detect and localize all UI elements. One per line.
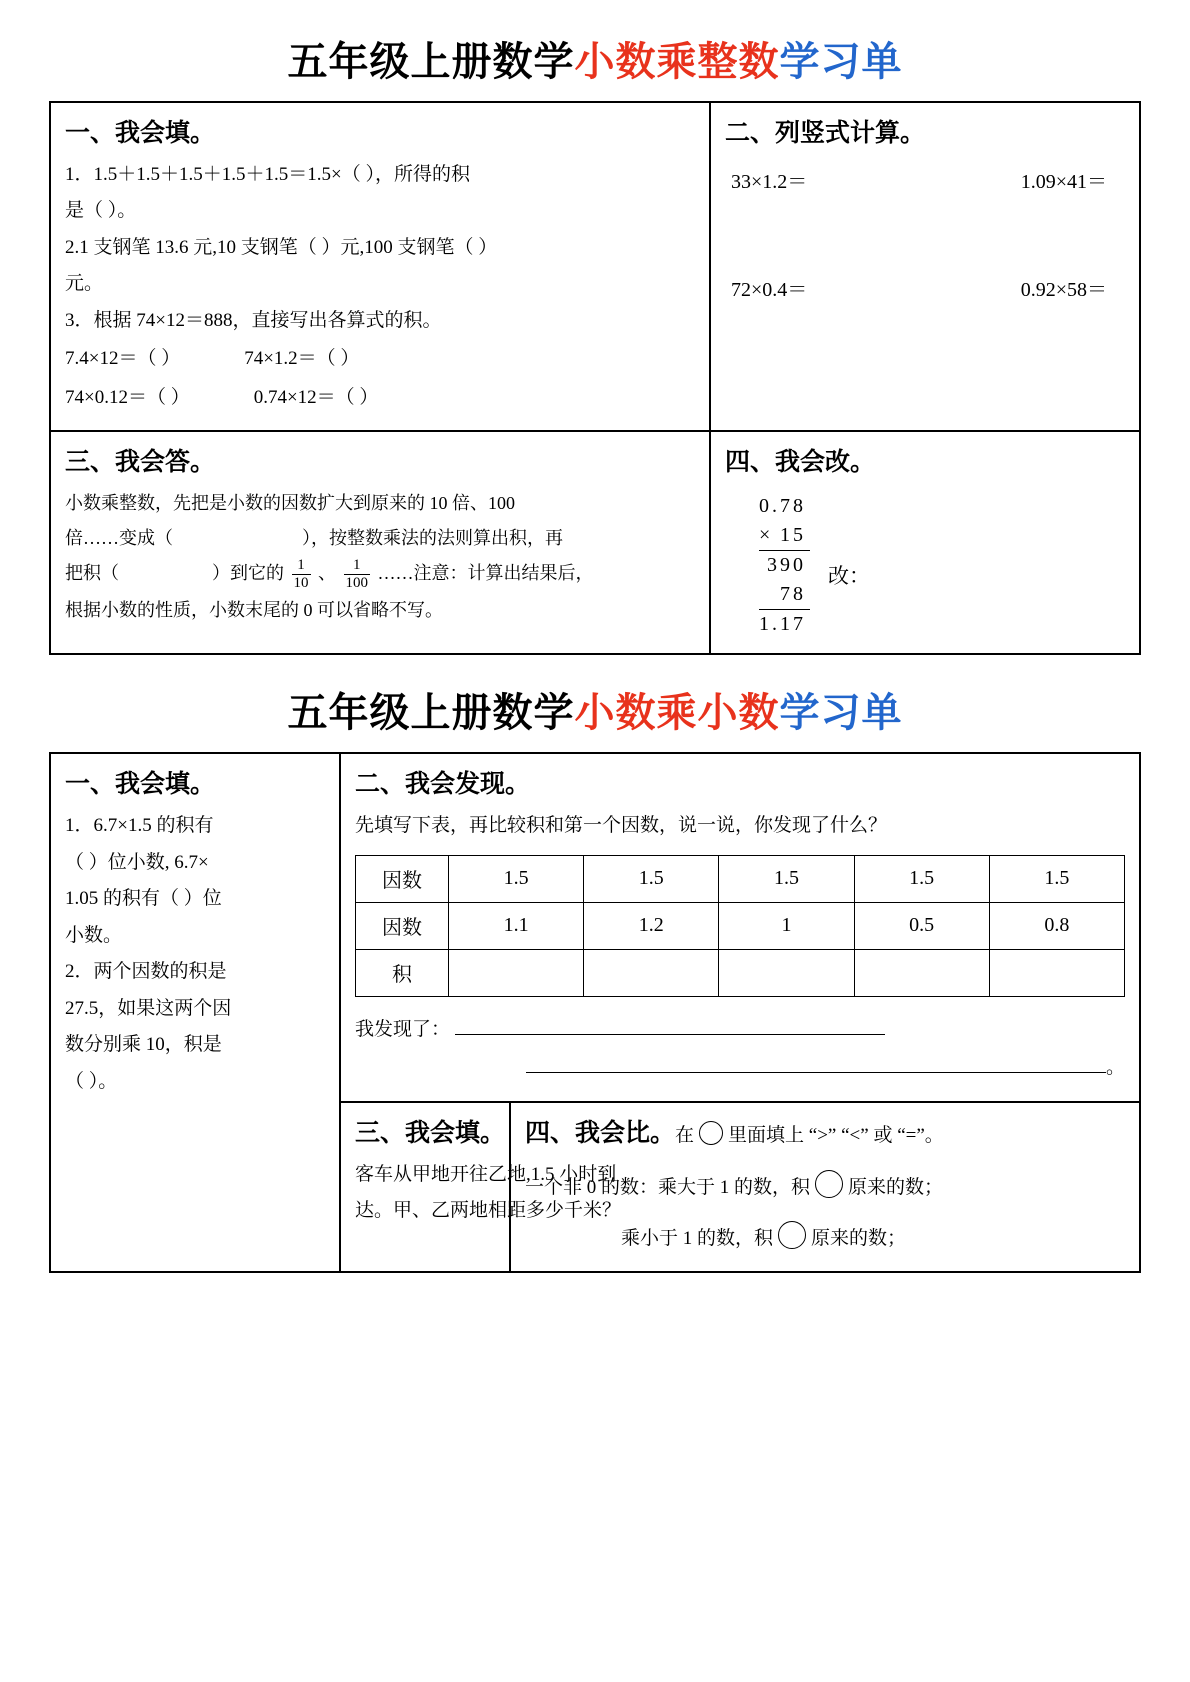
s1-q3-row2	[65, 380, 695, 416]
row-label-product: 积	[356, 949, 449, 996]
fraction-one-hundredth	[344, 557, 371, 592]
sheet1-section3-heading: 三、我会答。	[65, 447, 216, 477]
sheet1-title-prefix: 五年级上册数学	[287, 38, 575, 85]
comparison-circle-icon	[699, 1121, 723, 1145]
factor2-cell-5: 0.8	[989, 902, 1124, 949]
sheet1-section4-body	[725, 486, 1125, 639]
vm-operator: ×	[759, 524, 774, 547]
sheet1-section2-heading: 二、列竖式计算。	[725, 118, 926, 147]
sheet2-title	[48, 681, 1142, 738]
s1-s3-line2-a: 倍……变成（	[65, 528, 173, 549]
s1-q1-line2: 是（ ）。	[65, 200, 137, 222]
sheet2-section1-body	[65, 808, 325, 1100]
sheet2-title-highlight: 小数乘小数	[574, 689, 780, 737]
sheet2-section1-heading: 一、我会填。	[65, 769, 216, 799]
fraction-one-tenth-numerator: 1	[297, 557, 305, 574]
s2-q1-l2: （ ）位小数, 6.7×	[65, 851, 209, 873]
discovery-label: 我发现了：	[355, 1018, 451, 1040]
discovery-answer-area	[355, 1011, 1125, 1087]
sheet2-section3-heading: 三、我会填。	[355, 1117, 506, 1147]
sheet2-table	[49, 752, 1141, 1273]
sheet2-section4-headrow	[525, 1113, 1125, 1154]
table-row	[356, 949, 1125, 996]
sheet2-title-suffix: 学习单	[779, 689, 903, 737]
s2-q2-l1: 2．两个因数的积是	[65, 961, 227, 983]
answer-circle-icon-2[interactable]	[778, 1221, 806, 1249]
fraction-separator: 、	[318, 563, 336, 584]
factor2-cell-3: 1	[719, 902, 854, 949]
vm-operand-1: 0.78	[759, 495, 806, 518]
sheet2-section2-prompt: 先填写下表，再比较积和第一个因数，说一说，你发现了什么？	[355, 815, 888, 837]
fraction-one-tenth	[292, 557, 311, 592]
s1-vcalc-item-2: 1.09×41＝	[1020, 171, 1107, 193]
s1-s3-line3-b: ）到它的	[212, 563, 284, 584]
fraction-one-tenth-denominator: 10	[293, 574, 309, 591]
s1-vcalc-row1	[725, 157, 1125, 207]
s1-q1-line1: 1．1.5＋1.5＋1.5＋1.5＋1.5＝1.5×（ ），所得的积	[65, 164, 470, 185]
factor1-cell-1: 1.5	[449, 855, 584, 902]
product-cell-3[interactable]	[719, 949, 854, 996]
discovery-end-mark: 。	[1105, 1056, 1125, 1078]
s2-s3-line2: 达。甲、乙两地相距多少千米？	[355, 1200, 622, 1222]
vm-partial-1: 390	[759, 550, 810, 580]
s2-q1-l4: 小数。	[65, 924, 123, 946]
s1-vcalc-item-3: 72×0.4＝	[731, 279, 808, 301]
sheet1-section1-heading: 一、我会填。	[65, 118, 216, 147]
fraction-one-hundredth-denominator: 100	[345, 574, 368, 591]
sheet2-section-1	[50, 753, 340, 1272]
fraction-one-hundredth-numerator: 1	[353, 557, 361, 574]
s1-vcalc-item-1: 33×1.2＝	[731, 171, 808, 193]
s2-s4-intro-b: 里面填上 “>” “<” 或 “=”。	[728, 1124, 944, 1146]
vm-operand-2: 15	[780, 524, 806, 547]
sheet1-title	[48, 30, 1142, 87]
sheet1-section-1	[50, 102, 710, 431]
factor2-cell-4: 0.5	[854, 902, 989, 949]
sheet2-section4-heading: 四、我会比。	[525, 1117, 676, 1147]
s1-q3-line1: 3．根据 74×12＝888，直接写出各算式的积。	[65, 309, 442, 331]
discovery-blank-1[interactable]	[455, 1014, 885, 1035]
s2-s4-line1-a: 一个非 0 的数：乘大于 1 的数，积	[525, 1177, 811, 1199]
sheet1-section3-body	[65, 486, 695, 627]
s2-s4-line1-b: 原来的数；	[848, 1177, 944, 1199]
sheet1-section-2	[710, 102, 1140, 431]
sheet1-title-suffix: 学习单	[779, 38, 903, 85]
vm-correct-label: 改：	[828, 563, 870, 588]
sheet1-title-highlight: 小数乘整数	[574, 38, 780, 85]
s2-s4-line-2	[621, 1221, 1125, 1257]
sheet1-section-3	[50, 431, 710, 654]
sheet1-section1-body	[65, 157, 695, 416]
s2-q1-l3: 1.05 的积有（ ）位	[65, 888, 222, 910]
vm-operator-row	[759, 521, 810, 550]
s1-q3-b: 74×1.2＝（ ）	[244, 348, 360, 370]
s1-s3-line3-a: 把积（	[65, 563, 119, 584]
row-label-factor-2: 因数	[356, 902, 449, 949]
sheet2-section-2	[340, 753, 1140, 1101]
s2-s4-line-1	[525, 1170, 1125, 1206]
s1-s3-line4: 根据小数的性质，小数末尾的 0 可以省略不写。	[65, 599, 443, 620]
s1-q3-row1	[65, 341, 695, 377]
s2-s4-intro-a: 在	[675, 1124, 695, 1146]
row-label-factor-1: 因数	[356, 855, 449, 902]
s1-s3-line1: 小数乘整数，先把是小数的因数扩大到原来的 10 倍、100	[65, 493, 515, 514]
s2-q2-l4: （ ）。	[65, 1070, 118, 1092]
factor-product-table	[355, 855, 1125, 997]
product-cell-4[interactable]	[854, 949, 989, 996]
table-row	[356, 902, 1125, 949]
s1-vcalc-item-4: 0.92×58＝	[1020, 279, 1107, 301]
sheet2-section2-heading: 二、我会发现。	[355, 769, 531, 799]
s2-s3-line1: 客车从甲地开往乙地,1.5 小时到	[355, 1163, 617, 1185]
s2-q2-l2: 27.5，如果这两个因	[65, 997, 232, 1019]
factor2-cell-1: 1.1	[449, 902, 584, 949]
s1-q3-d: 0.74×12＝（ ）	[253, 386, 379, 408]
s1-s3-line3-c: ……注意：计算出结果后，	[377, 563, 594, 584]
s1-s3-line3	[65, 556, 695, 592]
discovery-line-1	[355, 1011, 1125, 1049]
factor2-cell-2: 1.2	[584, 902, 719, 949]
vertical-multiplication	[759, 492, 810, 639]
s1-s3-line2-b: ），按整数乘法的法则算出积，再	[302, 528, 563, 549]
sheet2-section3-body	[355, 1157, 622, 1230]
table-row	[356, 855, 1125, 902]
factor1-cell-4: 1.5	[854, 855, 989, 902]
s1-vcalc-row2	[725, 265, 1125, 315]
answer-circle-icon-1[interactable]	[815, 1170, 843, 1198]
factor1-cell-2: 1.5	[584, 855, 719, 902]
s1-s3-line2	[65, 521, 695, 556]
vm-result: 1.17	[759, 609, 810, 639]
sheet1-section2-body	[725, 157, 1125, 315]
s2-q2-l3: 数分别乘 10，积是	[65, 1034, 222, 1056]
product-cell-1[interactable]	[449, 949, 584, 996]
s1-q3-a: 7.4×12＝（ ）	[65, 348, 181, 370]
vm-partial-2: 78	[780, 583, 806, 606]
factor1-cell-3: 1.5	[719, 855, 854, 902]
discovery-blank-2[interactable]	[526, 1052, 1106, 1073]
s2-q1-l1: 1．6.7×1.5 的积有	[65, 815, 214, 837]
sheet1-table	[49, 101, 1141, 655]
s1-q2-line1: 2.1 支钢笔 13.6 元,10 支钢笔（ ）元,100 支钢笔（ ）	[65, 236, 498, 258]
product-cell-5[interactable]	[989, 949, 1124, 996]
s2-s4-line2-a: 乘小于 1 的数，积	[621, 1227, 774, 1249]
s1-q3-c: 74×0.12＝（ ）	[65, 386, 190, 408]
product-cell-2[interactable]	[584, 949, 719, 996]
s1-q2-line2: 元。	[65, 273, 104, 295]
s2-s4-line2-b: 原来的数；	[811, 1227, 907, 1249]
sheet1-section4-heading: 四、我会改。	[725, 447, 876, 477]
sheet1-section-4	[710, 431, 1140, 654]
sheet2-title-prefix: 五年级上册数学	[287, 689, 575, 737]
factor1-cell-5: 1.5	[989, 855, 1124, 902]
sheet2-section-4	[510, 1102, 1140, 1272]
discovery-line-2	[355, 1049, 1125, 1087]
